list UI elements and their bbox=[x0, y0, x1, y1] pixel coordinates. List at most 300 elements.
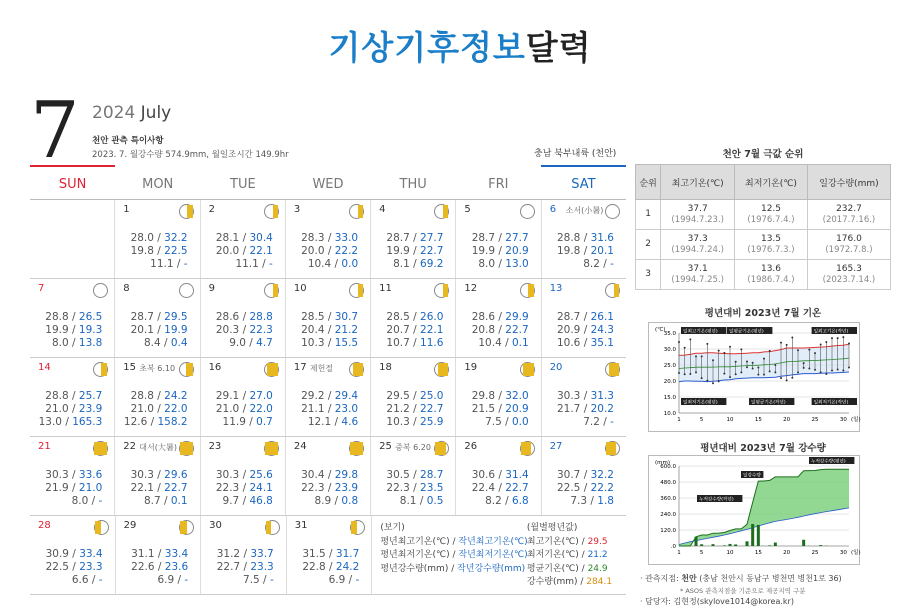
rain-chart-svg bbox=[649, 456, 859, 564]
svg-text:누적강수량(작년): 누적강수량(작년) bbox=[699, 497, 734, 503]
ranking-header: 최고기온(℃) bbox=[661, 165, 735, 200]
normal-vs-last-min: 21.0 / 22.0 bbox=[215, 403, 273, 415]
x-tick-label: 25 bbox=[811, 417, 819, 423]
moon-phase-icon bbox=[179, 204, 194, 219]
temp-chart bbox=[648, 322, 860, 432]
data-point bbox=[718, 350, 720, 352]
rank-value-cell: 13.5 (1976.7.3.) bbox=[735, 230, 808, 260]
svg-text:일최고기온(평년): 일최고기온(평년) bbox=[683, 329, 718, 335]
day-number: 26 bbox=[464, 441, 478, 452]
day-number: 7 bbox=[38, 283, 45, 294]
x-tick-label: 5 bbox=[699, 550, 704, 556]
calendar-day bbox=[541, 279, 626, 357]
x-tick-label: 30 bbox=[839, 550, 847, 556]
normal-vs-last-max: 30.3 / 33.6 bbox=[45, 469, 103, 481]
normal-vs-last-precip: 11.1 / - bbox=[150, 258, 188, 270]
normal-vs-last-max: 30.5 / 28.7 bbox=[386, 469, 444, 481]
normal-vs-last-max: 28.8 / 31.6 bbox=[556, 232, 614, 244]
normal-vs-last-precip: 6.9 / - bbox=[157, 574, 189, 586]
data-point bbox=[757, 374, 759, 376]
svg-text:일평균기온(작년): 일평균기온(작년) bbox=[751, 400, 786, 406]
moon-phase-icon bbox=[434, 362, 449, 377]
calendar-grid bbox=[30, 200, 626, 595]
day-values bbox=[472, 232, 529, 271]
rain-bar bbox=[746, 541, 749, 546]
data-point bbox=[774, 364, 776, 366]
day-number: 12 bbox=[464, 283, 478, 294]
normal-vs-last-min: 20.0 / 22.1 bbox=[215, 245, 273, 257]
normal-vs-last-precip: 10.7 / 11.6 bbox=[386, 337, 444, 349]
moon-phase-icon bbox=[179, 441, 194, 456]
data-point bbox=[848, 367, 850, 369]
day-values bbox=[45, 311, 102, 350]
day-number: 14 bbox=[38, 362, 51, 373]
title-suffix: 달력 bbox=[525, 28, 592, 67]
moon-phase-icon bbox=[93, 283, 108, 298]
data-point bbox=[808, 349, 810, 351]
normal-vs-last-min: 19.8 / 22.5 bbox=[130, 245, 188, 257]
normal-vs-last-precip: 10.6 / 35.1 bbox=[556, 337, 614, 349]
legend-row: 평년강수량(mm) / 작년강수량(mm) bbox=[380, 563, 526, 574]
day-number: 16 bbox=[208, 362, 222, 373]
calendar-day bbox=[370, 437, 455, 515]
rain-bar bbox=[712, 544, 715, 546]
day-values bbox=[301, 390, 358, 429]
rank-value-cell: 165.3 (2023.7.14.) bbox=[807, 260, 890, 290]
month-number: 7 bbox=[30, 86, 80, 176]
calendar-day bbox=[370, 200, 455, 278]
moon-phase-icon bbox=[520, 204, 535, 219]
calendar-day bbox=[285, 279, 370, 357]
data-point bbox=[791, 336, 793, 338]
calendar-day bbox=[114, 358, 199, 436]
data-point bbox=[842, 336, 844, 338]
data-point bbox=[848, 343, 850, 345]
ranking-row bbox=[636, 230, 891, 260]
data-point bbox=[678, 341, 680, 343]
y-tick-label: 240.0 bbox=[660, 512, 676, 518]
data-point bbox=[791, 377, 793, 379]
x-tick-label: 10 bbox=[726, 417, 734, 423]
year-month bbox=[92, 103, 171, 123]
calendar-day bbox=[541, 358, 626, 436]
normal-vs-last-precip: 8.9 / 0.8 bbox=[314, 495, 359, 507]
day-number: 13 bbox=[549, 283, 563, 294]
data-point bbox=[825, 373, 827, 375]
y-tick-label: 15.0 bbox=[663, 395, 676, 401]
day-values bbox=[386, 232, 443, 271]
day-values bbox=[302, 548, 359, 587]
day-number: 17 bbox=[293, 362, 307, 373]
day-number: 29 bbox=[123, 520, 137, 531]
data-point bbox=[740, 371, 742, 373]
normal-vs-last-min: 21.9 / 21.0 bbox=[45, 482, 103, 494]
day-values bbox=[472, 390, 529, 429]
calendar-day bbox=[114, 200, 199, 278]
day-values bbox=[216, 390, 273, 429]
normal-vs-last-max: 30.3 / 25.6 bbox=[215, 469, 273, 481]
moon-phase-icon bbox=[179, 362, 194, 377]
normal-vs-last-min: 21.2 / 22.7 bbox=[386, 403, 444, 415]
rain-bar bbox=[768, 545, 771, 546]
calendar-day bbox=[285, 358, 370, 436]
weekday-sun: SUN bbox=[30, 165, 115, 199]
day-number: 18 bbox=[379, 362, 392, 373]
weekday-header bbox=[30, 165, 626, 200]
ranking-title: 천안 7월 극값 순위 bbox=[722, 149, 804, 160]
day-number: 4 bbox=[379, 204, 386, 215]
normal-vs-last-min: 20.9 / 24.3 bbox=[556, 324, 614, 336]
ranking-header: 최저기온(℃) bbox=[735, 165, 808, 200]
legend-row: 평년최고기온(℃) / 작년최고기온(℃) bbox=[380, 536, 528, 547]
rain-bar bbox=[734, 544, 737, 546]
rain-bar bbox=[819, 545, 822, 546]
moon-phase-icon bbox=[264, 362, 279, 377]
day-values bbox=[45, 469, 102, 508]
day-values bbox=[386, 469, 443, 508]
x-tick-label: 10 bbox=[726, 550, 734, 556]
data-point bbox=[797, 371, 799, 373]
data-point bbox=[820, 371, 822, 373]
data-point bbox=[831, 337, 833, 339]
data-point bbox=[837, 337, 839, 339]
day-number: 2 bbox=[208, 204, 215, 215]
normal-vs-last-max: 30.4 / 29.8 bbox=[301, 469, 359, 481]
data-point bbox=[803, 362, 805, 364]
moon-phase-icon bbox=[264, 441, 279, 456]
calendar-day bbox=[370, 279, 455, 357]
normal-vs-last-max: 28.8 / 26.5 bbox=[45, 311, 103, 323]
svg-text:일평균기온(평년): 일평균기온(평년) bbox=[729, 329, 764, 335]
moon-phase-icon bbox=[264, 283, 279, 298]
day-values bbox=[386, 311, 443, 350]
normal-vs-last-max: 28.5 / 30.7 bbox=[301, 311, 359, 323]
rank-cell: 3 bbox=[636, 260, 661, 290]
station-info: · 관측지점: 천안 (충남 천안시 동남구 병천면 병천1로 36) bbox=[640, 574, 842, 583]
chart-annotation bbox=[727, 327, 772, 335]
title-main: 기상기후정보 bbox=[328, 28, 526, 67]
data-point bbox=[689, 373, 691, 375]
normal-vs-last-min: 20.3 / 22.3 bbox=[215, 324, 273, 336]
normal-vs-last-precip: 8.2 / - bbox=[583, 258, 614, 270]
data-point bbox=[689, 338, 691, 340]
temp-chart-svg bbox=[649, 323, 859, 431]
normal-vs-last-min: 21.0 / 23.9 bbox=[45, 403, 103, 415]
normal-vs-last-min: 22.3 / 23.9 bbox=[301, 482, 359, 494]
calendar-day bbox=[455, 437, 540, 515]
legend-row: 평년최저기온(℃) / 작년최저기온(℃) bbox=[380, 550, 528, 560]
svg-text:일최저기온(평년): 일최저기온(평년) bbox=[683, 400, 718, 406]
normal-vs-last-max: 30.3 / 29.6 bbox=[130, 469, 188, 481]
notice-title: 천안 관측 특이사항 bbox=[92, 136, 164, 146]
data-point bbox=[684, 347, 686, 349]
calendar-day bbox=[285, 437, 370, 515]
data-point bbox=[820, 344, 822, 346]
moon-phase-icon bbox=[434, 283, 449, 298]
normal-vs-last-min: 22.6 / 23.6 bbox=[131, 561, 189, 573]
normal-vs-last-max: 28.7 / 29.5 bbox=[130, 311, 188, 323]
normal-vs-last-precip: 12.6 / 158.2 bbox=[123, 416, 188, 428]
normal-vs-last-max: 30.7 / 32.2 bbox=[556, 469, 614, 481]
data-point bbox=[774, 371, 776, 373]
data-point bbox=[706, 343, 708, 345]
normal-vs-last-max: 28.3 / 33.0 bbox=[301, 232, 359, 244]
normal-vs-last-max: 31.2 / 33.7 bbox=[216, 548, 274, 560]
normal-vs-last-max: 28.6 / 29.9 bbox=[471, 311, 529, 323]
normal-vs-last-min: 20.4 / 21.2 bbox=[301, 324, 359, 336]
day-values bbox=[131, 548, 188, 587]
rain-bar bbox=[751, 524, 754, 546]
y-tick-label: 30.0 bbox=[663, 347, 676, 353]
normal-vs-last-precip: 7.5 / 0.0 bbox=[485, 416, 529, 428]
calendar-week bbox=[30, 279, 626, 358]
data-point bbox=[752, 362, 754, 364]
day-values bbox=[131, 232, 188, 271]
day-values bbox=[124, 390, 188, 429]
calendar-day bbox=[114, 279, 199, 357]
normal-vs-last-precip: 10.3 / 15.5 bbox=[301, 337, 359, 349]
normal-vs-last-precip: 9.0 / 4.7 bbox=[229, 337, 273, 349]
data-point bbox=[797, 349, 799, 351]
normal-vs-last-max: 31.1 / 33.4 bbox=[131, 548, 189, 560]
data-point bbox=[780, 342, 782, 344]
x-unit: (일) bbox=[851, 417, 861, 423]
normals-title: (월별평년값) bbox=[526, 523, 578, 533]
data-point bbox=[763, 374, 765, 376]
moon-phase-icon bbox=[520, 441, 535, 456]
region-label: 충남 북부내륙 (천안) bbox=[534, 149, 617, 159]
normal-vs-last-max: 31.5 / 31.7 bbox=[302, 548, 360, 560]
data-point bbox=[695, 371, 697, 373]
day-values bbox=[472, 469, 529, 508]
normal-vs-last-min: 21.5 / 20.9 bbox=[471, 403, 529, 415]
y-tick-label: 20.0 bbox=[663, 379, 676, 385]
day-values bbox=[301, 311, 358, 350]
normals-row: 평균기온(℃) / 24.9 bbox=[526, 563, 608, 574]
data-point bbox=[718, 380, 720, 382]
normal-vs-last-min: 22.3 / 24.1 bbox=[215, 482, 273, 494]
normal-vs-last-min: 22.4 / 22.7 bbox=[471, 482, 529, 494]
normal-vs-last-min: 22.5 / 22.2 bbox=[556, 482, 614, 494]
data-point bbox=[723, 352, 725, 354]
contact-info: · 담당자: 김현정(skylove1014@korea.kr) bbox=[640, 597, 794, 606]
normal-vs-last-min: 19.9 / 20.9 bbox=[471, 245, 529, 257]
y-unit: (℃) bbox=[655, 327, 666, 333]
x-tick-label: 15 bbox=[754, 417, 762, 423]
normal-vs-last-min: 22.5 / 23.3 bbox=[45, 561, 103, 573]
temp-chart-title: 평년대비 2023년 7월 기온 bbox=[704, 308, 822, 319]
moon-phase-icon bbox=[264, 204, 279, 219]
day-number: 30 bbox=[209, 520, 222, 531]
day-values bbox=[472, 311, 529, 350]
calendar-day bbox=[200, 279, 285, 357]
data-point bbox=[769, 370, 771, 372]
data-point bbox=[695, 355, 697, 357]
moon-phase-icon bbox=[179, 283, 194, 298]
calendar-day bbox=[370, 358, 455, 436]
calendar-day bbox=[30, 279, 114, 357]
station-note: * ASOS 관측지점을 기준으로 제공지역 구분 bbox=[680, 587, 806, 595]
normal-vs-last-precip: 8.0 / - bbox=[71, 495, 103, 507]
normal-vs-last-precip: 10.4 / 0.0 bbox=[307, 258, 359, 270]
day-number: 25 bbox=[379, 441, 392, 452]
data-point bbox=[729, 346, 731, 348]
data-point bbox=[786, 379, 788, 381]
weekday-tue: TUE bbox=[230, 177, 256, 192]
rain-bar bbox=[774, 543, 777, 546]
normal-vs-last-precip: 8.2 / 6.8 bbox=[485, 495, 529, 507]
day-number: 22 bbox=[123, 441, 137, 452]
calendar-day bbox=[30, 437, 114, 515]
y-tick-label: 35.0 bbox=[663, 331, 676, 337]
moon-phase-icon bbox=[434, 441, 449, 456]
day-values bbox=[131, 469, 188, 508]
normal-vs-last-precip: 8.7 / 0.1 bbox=[143, 495, 188, 507]
normal-vs-last-min: 19.9 / 19.3 bbox=[45, 324, 103, 336]
normal-vs-last-precip: 10.4 / 0.1 bbox=[478, 337, 529, 349]
x-tick-label: 5 bbox=[699, 417, 704, 423]
data-point bbox=[746, 366, 748, 368]
chart-annotation bbox=[749, 398, 794, 406]
rank-value-cell: 12.5 (1976.7.4.) bbox=[735, 200, 808, 230]
moon-phase-icon bbox=[350, 520, 365, 535]
rank-value-cell: 176.0 (1972.7.8.) bbox=[807, 230, 890, 260]
x-tick-label: 1 bbox=[677, 550, 681, 556]
calendar-day bbox=[115, 516, 201, 594]
normal-vs-last-precip: 6.9 / - bbox=[328, 574, 360, 586]
day-number: 23 bbox=[208, 441, 222, 452]
normal-vs-last-precip: 9.7 / 46.8 bbox=[222, 495, 273, 507]
data-point bbox=[803, 367, 805, 369]
normal-vs-last-max: 28.1 / 30.4 bbox=[215, 232, 273, 244]
data-point bbox=[746, 360, 748, 362]
normal-vs-last-max: 29.5 / 25.0 bbox=[386, 390, 444, 402]
calendar-day bbox=[286, 516, 372, 594]
normal-vs-last-max: 28.8 / 24.2 bbox=[130, 390, 188, 402]
normals-row: 최저기온(℃) / 21.2 bbox=[526, 550, 608, 560]
normal-vs-last-max: 30.9 / 33.4 bbox=[45, 548, 103, 560]
moon-phase-icon bbox=[434, 204, 449, 219]
normal-vs-last-max: 28.7 / 27.7 bbox=[471, 232, 529, 244]
solar-term: 초복 6.10 bbox=[139, 364, 176, 373]
chart-annotation bbox=[809, 457, 854, 465]
normal-vs-last-max: 29.1 / 27.0 bbox=[215, 390, 273, 402]
day-number: 5 bbox=[464, 204, 471, 215]
y-tick-label: 120.0 bbox=[660, 528, 676, 534]
ranking-header: 순위 bbox=[636, 165, 661, 200]
rank-value-cell: 13.6 (1986.7.4.) bbox=[735, 260, 808, 290]
rain-bar bbox=[757, 525, 760, 546]
normal-vs-last-min: 22.7 / 23.3 bbox=[216, 561, 274, 573]
normal-vs-last-min: 22.3 / 23.5 bbox=[386, 482, 444, 494]
normal-vs-last-max: 30.3 / 31.3 bbox=[556, 390, 614, 402]
normal-vs-last-precip: 7.5 / - bbox=[243, 574, 274, 586]
day-values bbox=[301, 469, 358, 508]
normal-vs-last-min: 21.1 / 23.0 bbox=[301, 403, 359, 415]
normal-vs-last-min: 22.1 / 22.7 bbox=[130, 482, 188, 494]
calendar-day bbox=[114, 437, 199, 515]
data-point bbox=[763, 358, 765, 360]
legend-title: (보기) bbox=[380, 523, 405, 533]
data-point bbox=[757, 367, 759, 369]
month-name: July bbox=[140, 103, 172, 123]
normal-vs-last-precip: 6.6 / - bbox=[71, 574, 103, 586]
day-values bbox=[216, 232, 273, 271]
day-number: 8 bbox=[123, 283, 130, 294]
chart-annotation bbox=[681, 398, 726, 406]
svg-text:일최고기온(작년): 일최고기온(작년) bbox=[813, 329, 849, 335]
calendar-day bbox=[200, 437, 285, 515]
x-tick-label: 25 bbox=[811, 550, 819, 556]
data-point bbox=[701, 355, 703, 357]
normals-row: 강수량(mm) / 284.1 bbox=[526, 577, 613, 587]
rank-cell: 1 bbox=[636, 200, 661, 230]
data-point bbox=[769, 350, 771, 352]
calendar-week bbox=[30, 437, 626, 516]
calendar-day bbox=[30, 200, 114, 278]
day-number: 19 bbox=[464, 362, 478, 373]
normal-vs-last-min: 22.8 / 24.2 bbox=[302, 561, 360, 573]
calendar-day bbox=[371, 516, 528, 594]
moon-phase-icon bbox=[605, 283, 620, 298]
normal-vs-last-precip: 12.1 / 4.6 bbox=[307, 416, 359, 428]
moon-phase-icon bbox=[349, 441, 364, 456]
day-number: 28 bbox=[38, 520, 51, 531]
x-tick-label: 20 bbox=[783, 417, 791, 423]
day-number: 3 bbox=[293, 204, 301, 215]
chart-annotation bbox=[741, 471, 763, 479]
day-values bbox=[557, 390, 614, 429]
rank-value-cell: 37.1 (1994.7.25.) bbox=[661, 260, 735, 290]
calendar-week bbox=[30, 358, 626, 437]
y-tick-label: 360.0 bbox=[660, 496, 676, 502]
calendar-day bbox=[200, 516, 286, 594]
day-number: 11 bbox=[379, 283, 392, 294]
rain-bar bbox=[802, 540, 805, 546]
moon-phase-icon bbox=[605, 441, 620, 456]
calendar-day bbox=[541, 200, 626, 278]
calendar-day bbox=[457, 516, 613, 594]
day-values bbox=[557, 311, 614, 350]
svg-text:일최저기온(작년): 일최저기온(작년) bbox=[813, 400, 849, 406]
normal-vs-last-precip: 8.0 / 13.0 bbox=[478, 258, 529, 270]
day-values bbox=[386, 390, 443, 429]
calendar-day bbox=[30, 358, 114, 436]
day-values bbox=[216, 311, 273, 350]
day-values bbox=[217, 548, 274, 587]
moon-phase-icon bbox=[265, 520, 280, 535]
x-unit: (일) bbox=[851, 550, 861, 556]
normal-vs-last-max: 29.8 / 32.0 bbox=[471, 390, 529, 402]
data-point bbox=[684, 373, 686, 375]
y-tick-label: 600.0 bbox=[660, 464, 676, 470]
normal-vs-last-min: 19.8 / 20.1 bbox=[556, 245, 614, 257]
moon-phase-icon bbox=[349, 362, 364, 377]
calendar-day bbox=[455, 358, 540, 436]
data-point bbox=[831, 369, 833, 371]
data-point bbox=[786, 344, 788, 346]
data-point bbox=[825, 341, 827, 343]
solar-term: 대서(大暑) bbox=[139, 443, 177, 452]
normal-vs-last-precip: 7.3 / 1.8 bbox=[570, 495, 614, 507]
moon-phase-icon bbox=[520, 283, 535, 298]
normal-vs-last-precip: 8.4 / 0.4 bbox=[143, 337, 188, 349]
year: 2024 bbox=[92, 103, 136, 123]
rain-bar bbox=[700, 544, 703, 546]
moon-phase-icon bbox=[93, 441, 108, 456]
day-number: 6 bbox=[549, 204, 557, 215]
rank-value-cell: 37.3 (1994.7.24.) bbox=[661, 230, 735, 260]
